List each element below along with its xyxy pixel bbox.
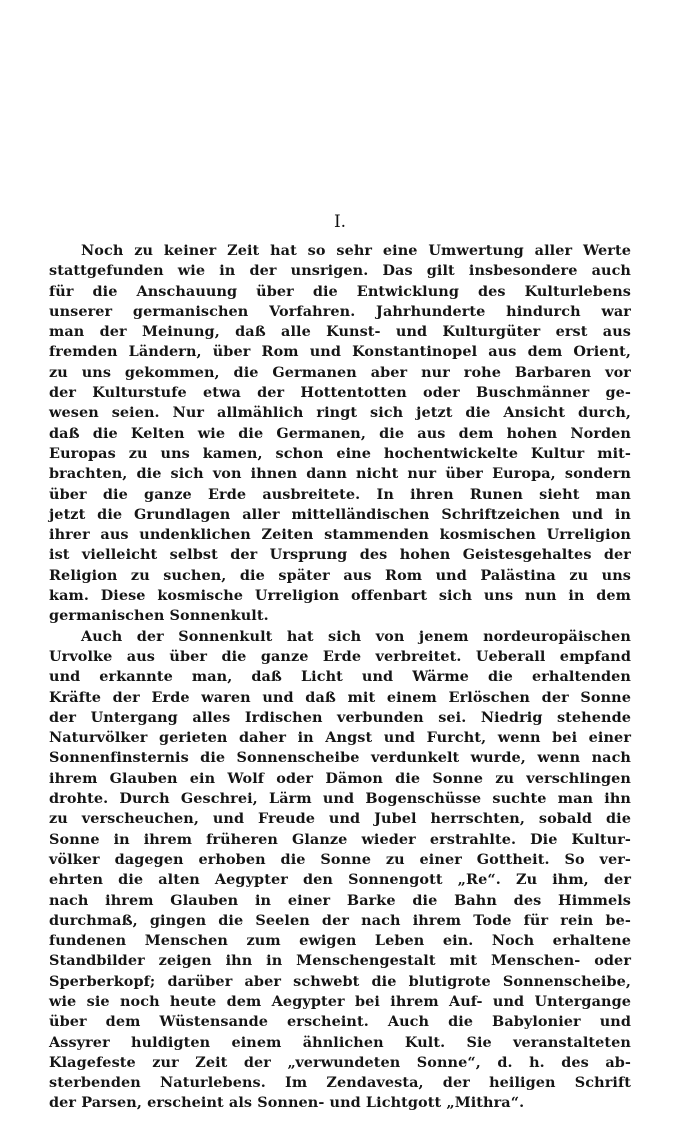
text-line: Assyrer huldigten einem ähnlichen Kult. Sie veranstalteten — [49, 1033, 631, 1051]
text-line: sterbenden Naturlebens. Im Zendavesta, der heiligen Schrift — [49, 1074, 631, 1092]
text-line: jetzt die Grundlagen aller mittelländischen Schriftzeichen und in — [49, 505, 631, 523]
text-line: der Kulturstufe etwa der Hottentotten oder Buschmänner ge- — [49, 384, 631, 402]
text-line: wesen seien. Nur allmählich ringt sich jetzt die Ansicht durch, — [49, 404, 631, 422]
text-line: durchmaß, gingen die Seelen der nach ihrem Tode für rein be- — [49, 911, 631, 929]
text-line: unserer germanischen Vorfahren. Jahrhunderte hindurch war — [49, 302, 631, 320]
text-line: kam. Diese kosmische Urreligion offenbart sich uns nun in dem — [49, 587, 631, 605]
text-line: ihrem Glauben ein Wolf oder Dämon die Sonne zu verschlingen — [49, 769, 631, 787]
text-line: stattgefunden wie in der unsrigen. Das gilt insbesondere auch — [49, 262, 631, 280]
text-line: der Parsen, erscheint als Sonnen- und Lichtgott „Mithra“. — [49, 1094, 525, 1112]
text-line: über die ganze Erde ausbreitete. In ihren Runen sieht man — [49, 485, 631, 503]
text-line: Naturvölker gerieten daher in Angst und Furcht, wenn bei einer — [49, 729, 631, 747]
text-line: Religion zu suchen, die später aus Rom und Palästina zu uns — [49, 566, 631, 584]
text-line: völker dagegen erhoben die Sonne zu einer Gottheit. So ver- — [49, 850, 631, 868]
text-line: Sonne in ihrem früheren Glanze wieder erstrahlte. Die Kultur- — [49, 830, 631, 848]
text-line: nach ihrem Glauben in einer Barke die Bahn des Himmels — [49, 891, 631, 909]
body-text — [49, 241, 631, 1114]
text-line: Sperberkopf; darüber aber schwebt die blutigrote Sonnenscheibe, — [49, 972, 631, 990]
text-line: drohte. Durch Geschrei, Lärm und Bogenschüsse suchte man ihn — [49, 790, 631, 808]
paragraph — [49, 241, 631, 627]
text-line: daß die Kelten wie die Germanen, die aus dem hohen Norden — [49, 424, 631, 442]
text-line: Klagefeste zur Zeit der „verwundeten Sonne“, d. h. des ab- — [49, 1053, 631, 1071]
text-line: über dem Wüstensande erscheint. Auch die Babylonier und — [49, 1013, 631, 1031]
text-line: Europas zu uns kamen, schon eine hochentwickelte Kultur mit- — [49, 444, 631, 462]
text-line: fremden Ländern, über Rom und Konstantinopel aus dem Orient, — [49, 343, 631, 361]
text-line: zu verscheuchen, und Freude und Jubel herrschten, sobald die — [49, 810, 631, 828]
text-line: Auch der Sonnenkult hat sich von jenem nordeuropäischen — [81, 627, 631, 645]
text-line: ehrten die alten Aegypter den Sonnengott „Re“. Zu ihm, der — [49, 871, 631, 889]
text-line: man der Meinung, daß alle Kunst- und Kulturgüter erst aus — [49, 323, 631, 341]
text-line: ist vielleicht selbst der Ursprung des hohen Geistesgehaltes der — [49, 546, 631, 564]
text-line: Kräfte der Erde waren und daß mit einem Erlöschen der Sonne — [49, 688, 631, 706]
text-line: der Untergang alles Irdischen verbunden sei. Niedrig stehende — [49, 708, 631, 726]
text-line: Noch zu keiner Zeit hat so sehr eine Umwertung aller Werte — [81, 242, 631, 259]
text-line: Standbilder zeigen ihn in Menschengestalt mit Menschen- oder — [49, 952, 631, 970]
text-line: germanischen Sonnenkult. — [49, 607, 269, 625]
paragraph — [49, 627, 631, 1114]
text-line: wie sie noch heute dem Aegypter bei ihrem Auf- und Untergange — [49, 992, 631, 1010]
text-line: zu uns gekommen, die Germanen aber nur rohe Barbaren vor — [49, 363, 631, 381]
text-line: Urvolke aus über die ganze Erde verbreitet. Ueberall empfand — [49, 647, 631, 665]
text-line: brachten, die sich von ihnen dann nicht nur über Europa, sondern — [49, 465, 631, 483]
text-line: für die Anschauung über die Entwicklung des Kulturlebens — [49, 282, 631, 300]
text-line: und erkannte man, daß Licht und Wärme die erhaltenden — [49, 668, 631, 686]
chapter-heading: I. — [333, 212, 347, 232]
text-line: fundenen Menschen zum ewigen Leben ein. Noch erhaltene — [49, 932, 631, 950]
text-line: Sonnenfinsternis die Sonnenscheibe verdunkelt wurde, wenn nach — [49, 749, 631, 767]
text-line: ihrer aus undenklichen Zeiten stammenden kosmischen Urreligion — [49, 526, 631, 544]
